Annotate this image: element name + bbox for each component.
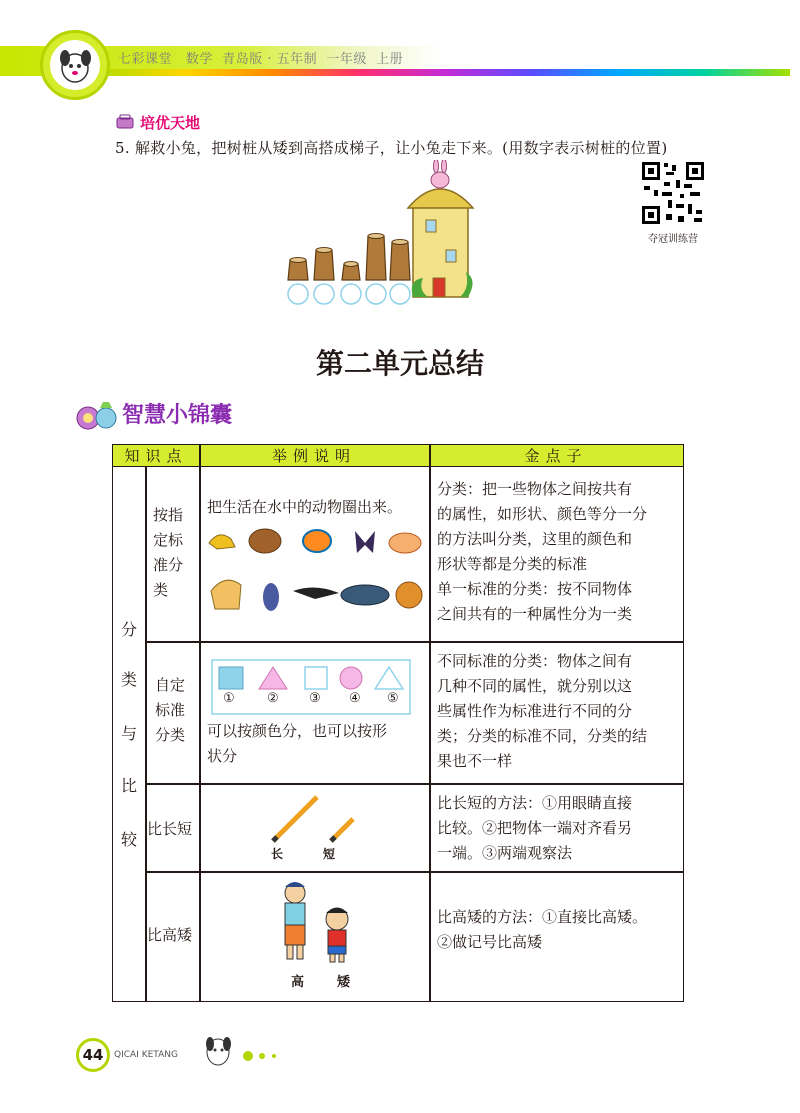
category-char: 较 bbox=[120, 830, 137, 849]
qr-code-icon[interactable] bbox=[640, 160, 706, 226]
category-char: 与 bbox=[120, 724, 137, 743]
divider bbox=[145, 783, 683, 785]
header-rainbow-stripe bbox=[100, 69, 790, 76]
page-number: 44 bbox=[82, 1046, 104, 1064]
section-title-peiyou: 培优天地 bbox=[140, 114, 201, 132]
example-row1: 把生活在水中的动物圈出来。 bbox=[207, 498, 403, 516]
summary-table: 知识点 举例说明 金点子 分 类 与 比 较 按指 定标 准分 类 把生活在水中的动物圈出来。 分类：把一些物体之间按共有 的属性，如形状、颜色等分一分 的方法叫分类，这里的颜色和 形状等都是分类的标准 单一标准的分类：按不同物体 之间共有的一种属性分为一类 自定 标准 分类 ① ② ③ ④ ⑤ 可以按颜色分，也可以按形 状分 不同标准的分类：物体之间有 几种不同的属性，就分别以这 些属性作为标准进行不同的分 类；分类的标准不同，分类的结 果也不一样 比长短 长 短 比长短的方法：①用眼睛直接 比较。②把物体一端对齐看另 一端。③两端观察法 比高矮 高 矮 比高矮的方法：①直接比高矮。 ②做记号比高矮 bbox=[112, 444, 684, 1002]
divider bbox=[145, 467, 147, 1001]
animal-pictures bbox=[205, 525, 427, 619]
money-bag-icon bbox=[76, 398, 118, 436]
section-title-jinnang: 智慧小锦囊 bbox=[122, 403, 233, 428]
stumps-tower-illustration bbox=[278, 160, 478, 309]
edition-name: 青岛版 · 五年制 bbox=[222, 52, 318, 67]
divider bbox=[145, 871, 683, 873]
unit-title: 第二单元总结 bbox=[315, 347, 484, 380]
mascot-dog-icon bbox=[50, 40, 100, 90]
footer-mascot-icon bbox=[200, 1030, 290, 1078]
tip-row4: 比高矮的方法：①直接比高矮。 ②做记号比高矮 bbox=[437, 908, 648, 951]
category-char: 类 bbox=[120, 670, 137, 689]
footer-brand: QICAI KETANG bbox=[114, 1050, 178, 1060]
header-example: 举例说明 bbox=[199, 445, 429, 467]
topic-row1: 按指 定标 准分 类 bbox=[153, 506, 184, 599]
example-row2: 可以按颜色分，也可以按形 状分 bbox=[207, 722, 388, 765]
grade-name: 一年级 bbox=[326, 52, 367, 67]
divider bbox=[429, 445, 431, 1001]
label-short: 短 bbox=[323, 847, 336, 861]
bag-icon bbox=[115, 114, 137, 134]
volume-name: 上册 bbox=[376, 52, 404, 67]
category-char: 比 bbox=[120, 776, 137, 795]
label-tall: 高 bbox=[291, 975, 305, 990]
tip-row1: 分类：把一些物体之间按共有 的属性，如形状、颜色等分一分 的方法叫分类，这里的颜色和 形状等都是分类的标准 单一标准的分类：按不同物体 之间共有的一种属性分为一类 bbox=[437, 480, 648, 623]
subject-name: 数学 bbox=[185, 52, 213, 67]
series-name: 七彩课堂 bbox=[118, 52, 173, 67]
label-short-height: 矮 bbox=[337, 975, 351, 990]
divider bbox=[199, 445, 201, 1001]
category-char: 分 bbox=[120, 620, 137, 639]
topic-row4: 比高矮 bbox=[147, 926, 193, 944]
children-illustration bbox=[273, 879, 363, 975]
label-long: 长 bbox=[271, 847, 284, 861]
page-number-badge bbox=[76, 1038, 110, 1072]
header-knowledge: 知识点 bbox=[113, 445, 199, 467]
tip-row2: 不同标准的分类：物体之间有 几种不同的属性，就分别以这 些属性作为标准进行不同的分 类；分类的标准不同，分类的结 果也不一样 bbox=[437, 652, 648, 770]
divider bbox=[145, 641, 683, 643]
topic-row2: 自定 标准 分类 bbox=[155, 676, 186, 744]
header-title bbox=[118, 48, 403, 67]
tip-row3: 比长短的方法：①用眼睛直接 比较。②把物体一端对齐看另 一端。③两端观察法 bbox=[437, 794, 633, 862]
header-tip: 金点子 bbox=[429, 445, 683, 467]
topic-row3: 比长短 bbox=[147, 820, 193, 838]
problem-5: 5. 解救小兔，把树桩从矮到高搭成梯子，让小兔走下来。(用数字表示树桩的位置) bbox=[115, 139, 668, 157]
qr-label: 夺冠训练营 bbox=[648, 234, 698, 245]
